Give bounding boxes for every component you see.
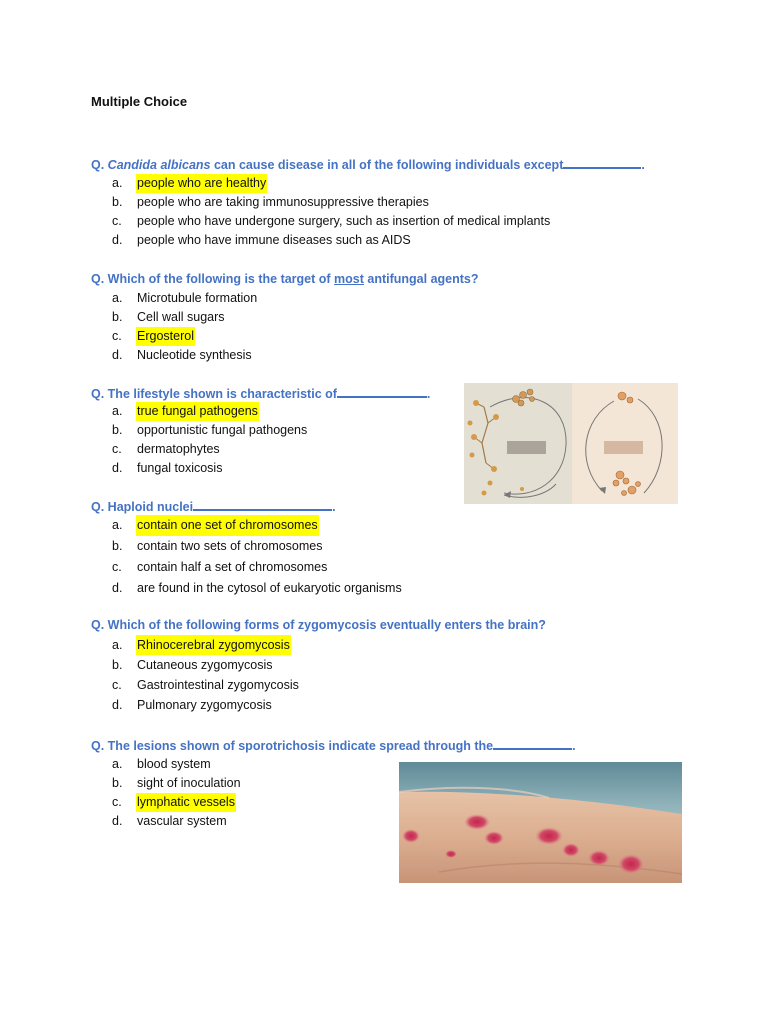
option-2d: d. Nucleotide synthesis [112, 346, 258, 365]
option-text-highlighted: contain one set of chromosomes [136, 515, 319, 536]
options-list-3 [112, 402, 308, 478]
option-2a: a. Microtubule formation [112, 289, 258, 308]
option-1a: a. people who are healthy [112, 174, 551, 193]
options-list-6 [112, 755, 242, 831]
question-2 [91, 272, 479, 286]
option-text-highlighted: true fungal pathogens [136, 402, 259, 421]
option-4b: b. contain two sets of chromosomes [112, 536, 403, 557]
option-text: Gastrointestinal zygomycosis [137, 678, 299, 692]
question-text: Q. The lifestyle shown is characteristic of [91, 387, 337, 401]
option-5a: a. Rhinocerebral zygomycosis [112, 635, 300, 655]
label-placeholder [507, 441, 546, 454]
option-text-highlighted: Ergosterol [136, 327, 195, 346]
option-4c: c. contain half a set of chromosomes [112, 557, 403, 578]
option-text: Cell wall sugars [137, 310, 225, 324]
question-suffix: . [426, 387, 431, 401]
option-text-highlighted: lymphatic vessels [136, 793, 236, 812]
option-3c: c. dermatophytes [112, 440, 308, 459]
option-text: people who have immune diseases such as AIDS [137, 233, 411, 247]
options-list-5 [112, 635, 300, 715]
answer-blank [493, 737, 572, 750]
option-text: contain half a set of chromosomes [137, 560, 328, 574]
option-text: contain two sets of chromosomes [137, 539, 323, 553]
option-1d: d. people who have immune diseases such as AIDS [112, 231, 551, 250]
option-1b: b. people who are taking immunosuppressive therapies [112, 193, 551, 212]
option-text: are found in the cytosol of eukaryotic organisms [137, 581, 402, 595]
option-4a: a. contain one set of chromosomes [112, 515, 403, 536]
option-text: Cutaneous zygomycosis [137, 658, 273, 672]
question-text: Q. Haploid nuclei [91, 500, 194, 514]
option-text-highlighted: people who are healthy [136, 174, 267, 193]
answer-blank [337, 385, 427, 398]
question-suffix: . [332, 500, 336, 514]
question-1 [91, 156, 645, 172]
option-3b: b. opportunistic fungal pathogens [112, 421, 308, 440]
options-list-2 [112, 289, 258, 365]
option-text: Nucleotide synthesis [137, 348, 252, 362]
question-4 [91, 498, 336, 514]
question-prefix: Q. Which of the following is the target of [91, 272, 335, 286]
option-3a: a. true fungal pathogens [112, 402, 308, 421]
fungal-lifestyle-figure [464, 383, 678, 504]
option-2c: c. Ergosterol [112, 327, 258, 346]
question-suffix: . [572, 739, 576, 753]
question-italic-term: Candida albicans [107, 158, 211, 172]
option-text: opportunistic fungal pathogens [137, 423, 308, 437]
question-text: can cause disease in all of the following individuals except [210, 158, 564, 172]
question-prefix: Q. [91, 158, 108, 172]
option-6d: d. vascular system [112, 812, 242, 831]
option-5c: c. Gastrointestinal zygomycosis [112, 675, 300, 695]
option-text: fungal toxicosis [137, 461, 223, 475]
option-text: blood system [137, 757, 211, 771]
answer-blank [193, 498, 332, 511]
option-1c: c. people who have undergone surgery, such as insertion of medical implants [112, 212, 551, 231]
option-6a: a. blood system [112, 755, 242, 774]
question-text: Q. Which of the following forms of zygomycosis eventually enters the brain? [91, 618, 546, 632]
option-5b: b. Cutaneous zygomycosis [112, 655, 300, 675]
option-3d: d. fungal toxicosis [112, 459, 308, 478]
option-6c: c. lymphatic vessels [112, 793, 242, 812]
option-text: vascular system [137, 814, 227, 828]
option-text: Pulmonary zygomycosis [137, 698, 272, 712]
option-5d: d. Pulmonary zygomycosis [112, 695, 300, 715]
question-text: Q. The lesions shown of sporotrichosis indicate spread through the [91, 739, 494, 753]
question-underlined-word: most [334, 272, 364, 286]
label-placeholder [604, 441, 643, 454]
question-5 [91, 618, 546, 632]
sporotrichosis-lesion-photo [399, 762, 682, 883]
page-title: Multiple Choice [91, 94, 188, 109]
option-6b: b. sight of inoculation [112, 774, 242, 793]
question-3 [91, 385, 430, 401]
option-text-highlighted: Rhinocerebral zygomycosis [136, 635, 291, 655]
option-text: people who are taking immunosuppressive therapies [137, 195, 429, 209]
answer-blank [563, 156, 641, 169]
option-text: Microtubule formation [137, 291, 258, 305]
question-text: antifungal agents? [363, 272, 479, 286]
option-text: people who have undergone surgery, such as insertion of medical implants [137, 214, 551, 228]
options-list-1 [112, 174, 551, 250]
option-4d: d. are found in the cytosol of eukaryotic organisms [112, 578, 403, 599]
question-6 [91, 737, 576, 753]
option-text: sight of inoculation [137, 776, 241, 790]
question-suffix: . [641, 158, 645, 172]
option-text: dermatophytes [137, 442, 220, 456]
option-2b: b. Cell wall sugars [112, 308, 258, 327]
options-list-4 [112, 515, 403, 599]
